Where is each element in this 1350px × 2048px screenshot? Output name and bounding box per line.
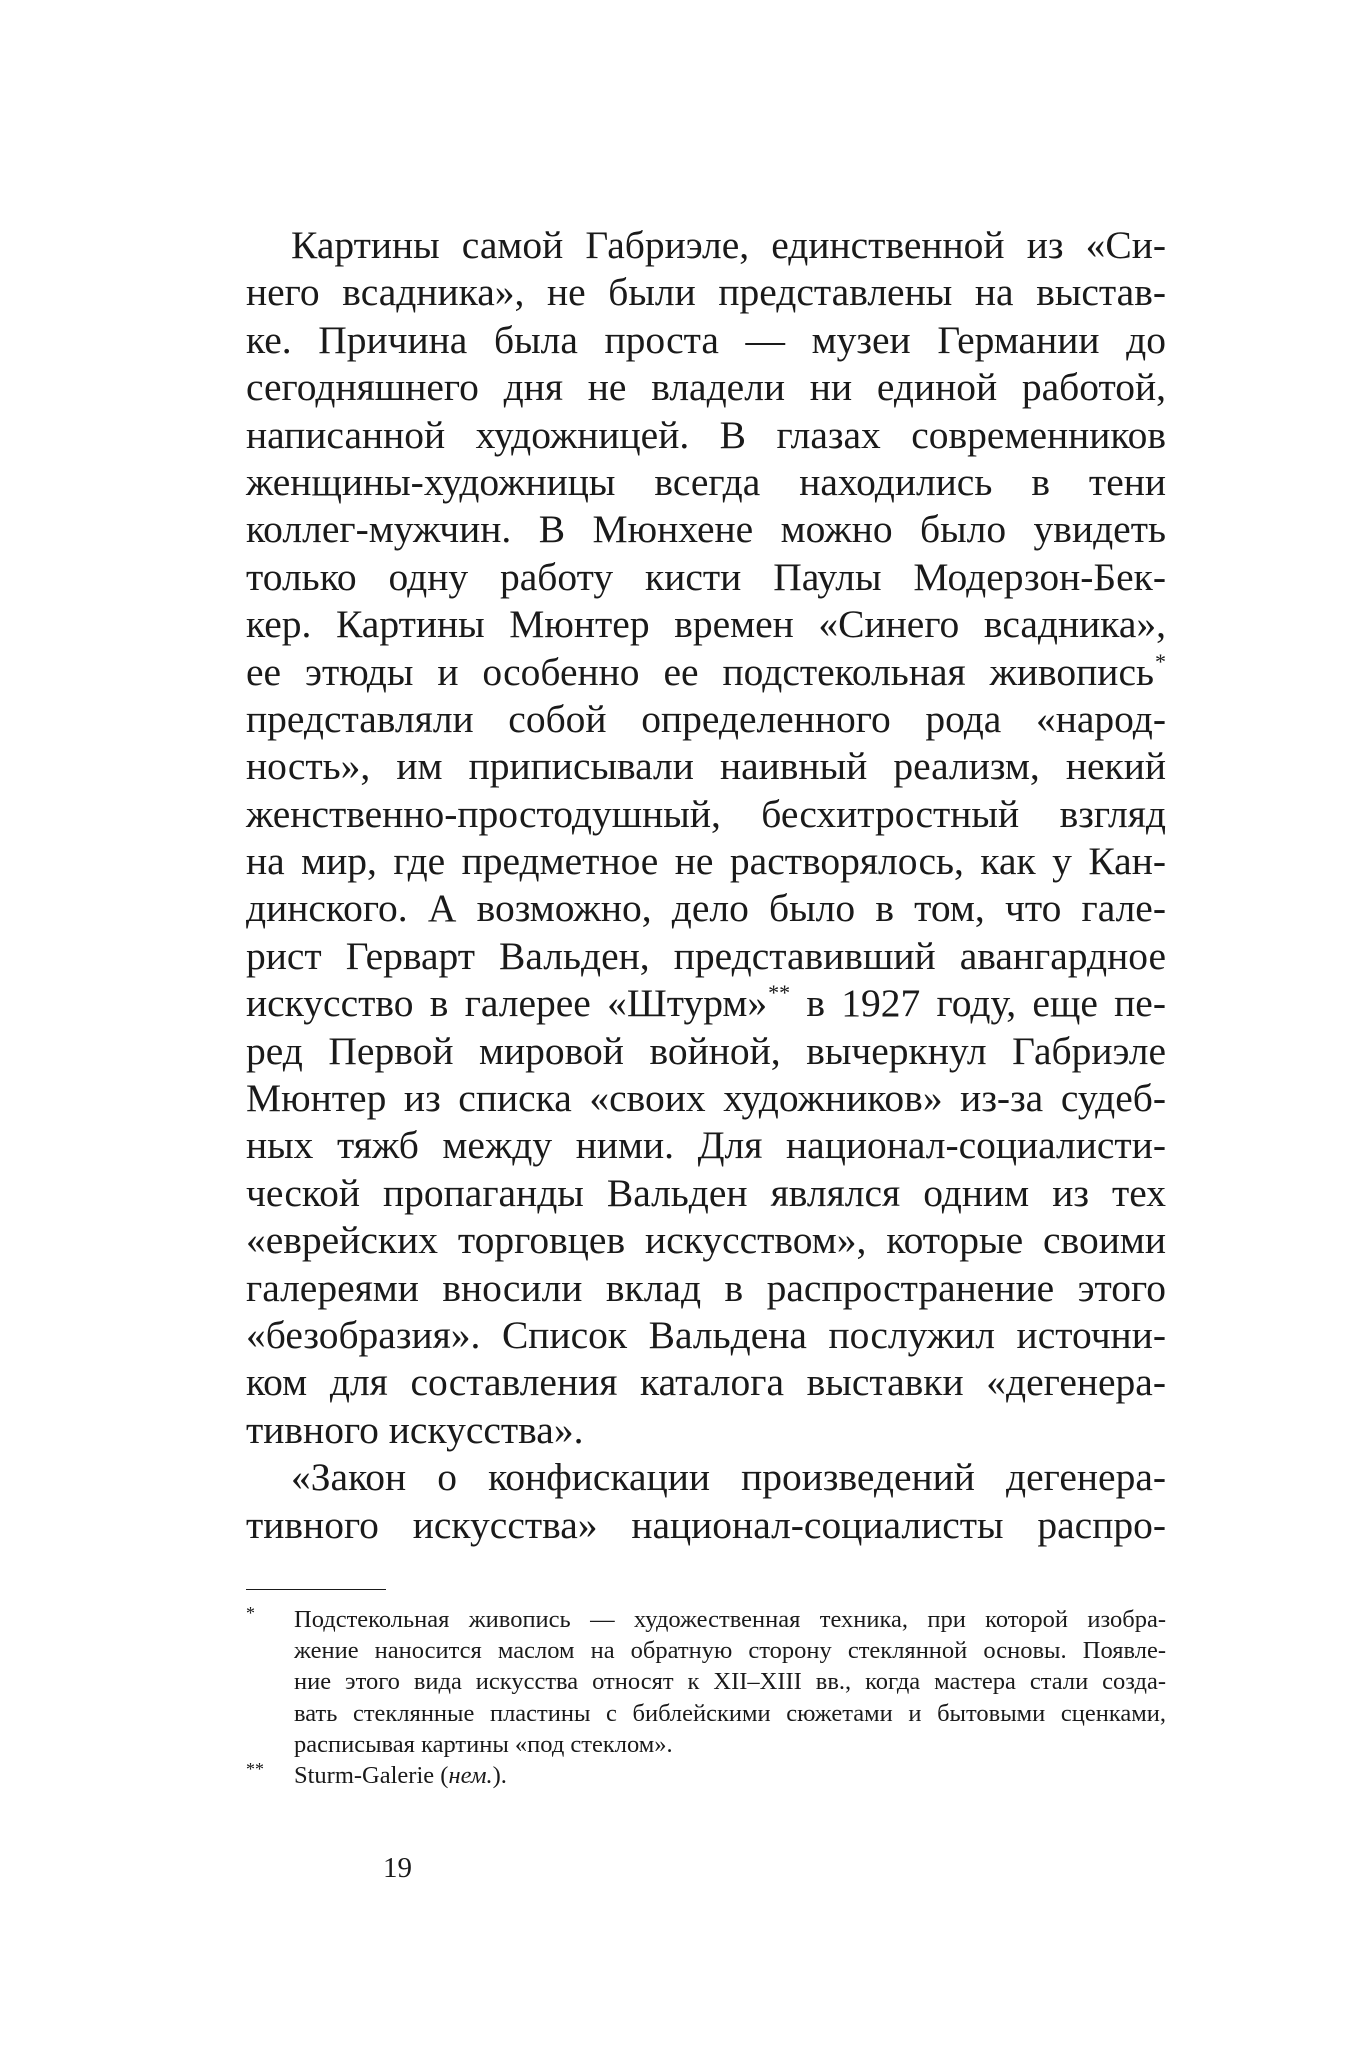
footnote-1-text: Подстекольная живопись — художественная техника, при которой изобра-	[294, 1606, 1166, 1633]
text-line: ред Первой мировой войной, вычеркнул Габриэле	[246, 1028, 1166, 1073]
footnotes-section	[246, 1604, 1166, 1791]
text-line: ных тяжб между ними. Для национал-социалисти-	[246, 1123, 1166, 1168]
text-line: Картины самой Габриэле, единственной из «Си-	[291, 223, 1166, 267]
text-segment: искусство в галерее «Штурм»	[246, 981, 768, 1026]
footnote-1-line: вать стеклянные пластины с библейскими сюжетами и бытовыми сценками,	[294, 1699, 1166, 1727]
footnote-2-line: ** Sturm-Galerie (нем.).	[246, 1758, 507, 1789]
footnote-2-text-end: ).	[492, 1761, 507, 1789]
text-line: ком для составления каталога выставки «дегенера-	[246, 1360, 1166, 1405]
footnote-ref-2[interactable]: **	[768, 980, 791, 1006]
footnote-ref-1[interactable]: *	[1155, 648, 1166, 674]
main-text	[246, 222, 1166, 1549]
text-line: только одну работу кисти Паулы Модерзон-Бек-	[246, 554, 1166, 599]
text-line: на мир, где предметное не растворялось, как у Кан-	[246, 839, 1166, 884]
text-segment: ее этюды и особенно ее подстекольная живопись	[246, 649, 1154, 694]
footnote-1-line: расписывая картины «под стеклом».	[294, 1730, 673, 1758]
text-line: написанной художницей. В глазах современников	[246, 412, 1166, 457]
text-line: него всадника», не были представлены на выстав-	[246, 270, 1166, 315]
text-line: женственно-простодушный, бесхитростный взгляд	[246, 791, 1166, 836]
text-line: «безобразия». Список Вальдена послужил источни-	[246, 1312, 1166, 1357]
text-line-paragraph-end: тивного искусства».	[246, 1407, 584, 1452]
text-line: женщины-художницы всегда находились в тени	[246, 459, 1166, 504]
text-line: ке. Причина была проста — музеи Германии до	[246, 317, 1166, 362]
text-line-paragraph-start: «Закон о конфискации произведений дегенера-	[291, 1455, 1166, 1500]
text-line: сегодняшнего дня не владели ни единой работой,	[246, 365, 1166, 410]
text-line: представляли собой определенного рода «народ-	[246, 696, 1166, 741]
page-number: 19	[383, 1852, 412, 1884]
text-line: «еврейских торговцев искусством», которые своими	[246, 1218, 1166, 1263]
text-line: кер. Картины Мюнтер времен «Синего всадника»,	[246, 602, 1166, 647]
footnote-2-text: Sturm-Galerie (	[294, 1761, 449, 1789]
text-line: динского. А возможно, дело было в том, что гале-	[246, 886, 1166, 931]
text-line: галереями вносили вклад в распространение этого	[246, 1265, 1166, 1310]
footnote-divider	[246, 1589, 386, 1590]
text-line: ность», им приписывали наивный реализм, некий	[246, 744, 1166, 789]
text-line-with-footnote	[246, 980, 1166, 1027]
text-line: ческой пропаганды Вальден являлся одним из тех	[246, 1170, 1166, 1215]
text-line: рист Герварт Вальден, представивший авангардное	[246, 933, 1166, 978]
footnote-1-line: жение наносится маслом на обратную сторону стеклянной основы. Появле-	[294, 1637, 1166, 1665]
footnote-1-line: ние этого вида искусства относят к XII–XIII вв., когда мастера стали созда-	[294, 1668, 1166, 1696]
text-segment: в 1927 году, еще пе-	[790, 981, 1166, 1026]
text-line: коллег-мужчин. В Мюнхене можно было увидеть	[246, 507, 1166, 552]
footnote-2-italic: нем.	[448, 1761, 493, 1789]
text-line: тивного искусства» национал-социалисты распро-	[246, 1502, 1166, 1547]
text-line: Мюнтер из списка «своих художников» из-за судеб-	[246, 1076, 1166, 1121]
footnote-1-line: * Подстекольная живопись — художественная техника, при которой изобра-	[246, 1603, 1166, 1633]
text-line-with-footnote	[246, 649, 1166, 696]
